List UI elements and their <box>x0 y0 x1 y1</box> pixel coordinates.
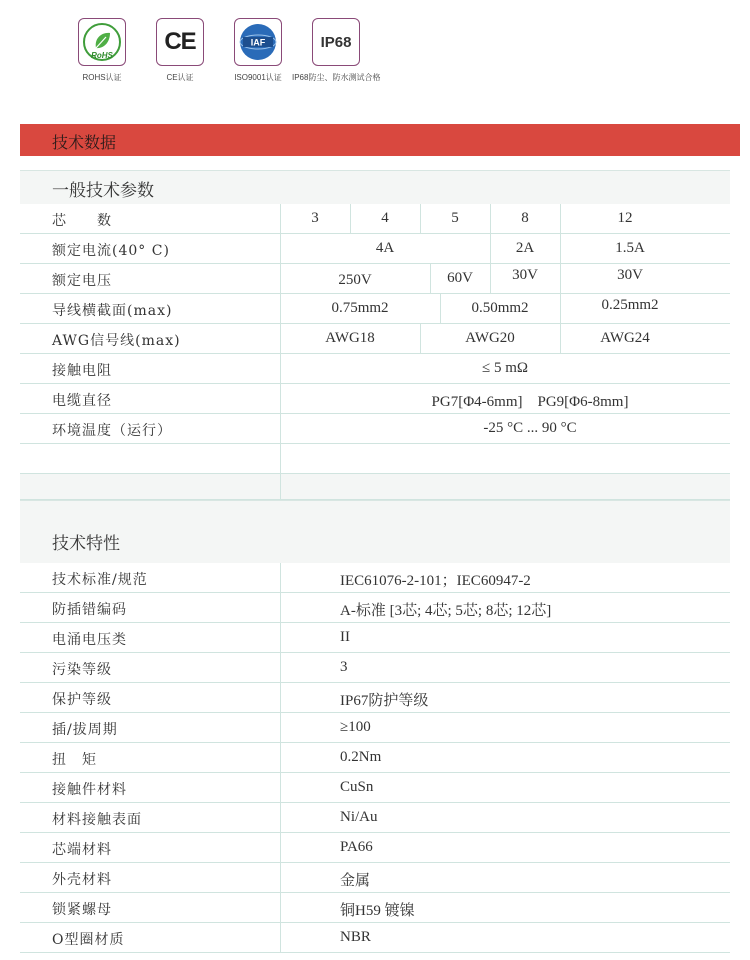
cell-value: II <box>340 629 350 645</box>
cell-value: 1.5A <box>615 240 645 256</box>
table-row-voltage: 额定电压 250V 60V 30V 30V <box>20 264 730 294</box>
cell-value: 8 <box>521 210 529 226</box>
cell-value: 0.50mm2 <box>471 300 529 316</box>
table-row-cross-section: 导线横截面(max) 0.75mm2 0.50mm2 0.25mm2 <box>20 294 730 324</box>
cell-value: Ni/Au <box>340 809 378 825</box>
table-row-cable-diameter: 电缆直径 PG7[Φ4-6mm] PG9[Φ6-8mm] <box>20 384 730 414</box>
rohs-cert <box>72 18 132 83</box>
cell-value: 12 <box>617 210 633 226</box>
cell-value: AWG18 <box>325 330 375 346</box>
cell-value: 铜H59 镀镍 <box>340 903 415 919</box>
table-row-cores: 芯 数 3 4 5 8 12 <box>20 204 730 234</box>
section-title: 技术数据 <box>52 133 117 152</box>
cell-value: AWG20 <box>465 330 515 346</box>
table-row: 扭 矩 0.2Nm <box>20 743 730 773</box>
cell-value: 30V <box>512 267 538 283</box>
table-row-current: 额定电流(40° C) 4A 2A 1.5A <box>20 234 730 264</box>
cell-value: 250V <box>338 272 372 288</box>
cert-caption: ROHS认证 <box>82 73 122 82</box>
table-row: 技术标准/规范 IEC61076-2-101；IEC60947-2 <box>20 563 730 593</box>
table-row: 锁紧螺母 铜H59 镀镍 <box>20 893 730 923</box>
cell-value: NBR <box>340 929 371 945</box>
cert-caption: CE认证 <box>166 73 194 82</box>
cell-value: 金属 <box>340 873 371 889</box>
iaf-cert <box>228 18 288 83</box>
certification-badges <box>70 18 410 88</box>
cert-caption: IP68防尘、防水测试合格 <box>292 73 381 82</box>
table-row: 插/拔周期 ≥100 <box>20 713 730 743</box>
cell-value: PA66 <box>340 839 373 855</box>
ce-icon: CE <box>156 18 204 66</box>
cell-value: 2A <box>515 240 535 256</box>
svg-text:RoHS: RoHS <box>91 51 113 60</box>
ip68-cert <box>292 18 381 83</box>
cell-value: AWG24 <box>600 330 650 346</box>
section-title-bar <box>20 124 740 156</box>
cell-value: 4 <box>381 210 389 226</box>
cell-value: 60V <box>447 270 473 286</box>
table-row: 电涌电压类 II <box>20 623 730 653</box>
table-row: 材料接触表面 Ni/Au <box>20 803 730 833</box>
table-row: O型圈材质 NBR <box>20 923 730 953</box>
table-row-empty <box>20 444 730 474</box>
ip68-icon: IP68 <box>312 18 360 66</box>
characteristics-heading: 技术特性 <box>20 500 730 563</box>
cell-value: 5 <box>451 210 459 226</box>
cell-value: 3 <box>340 659 348 675</box>
table-row-temperature: 环境温度（运行） -25 °C ... 90 °C <box>20 414 730 444</box>
table-row-empty <box>20 474 730 500</box>
cell-value: 3 <box>311 210 319 226</box>
table-row: 芯端材料 PA66 <box>20 833 730 863</box>
rohs-icon <box>78 18 126 66</box>
table-row: 防插错编码 A-标准 [3芯; 4芯; 5芯; 8芯; 12芯] <box>20 593 730 623</box>
cell-value: ≥100 <box>340 719 371 735</box>
cell-value: 0.2Nm <box>340 749 382 765</box>
table-row: 外壳材料 金属 <box>20 863 730 893</box>
table-row-awg: AWG信号线(max) AWG18 AWG20 AWG24 <box>20 324 730 354</box>
cell-value: A-标准 [3芯; 4芯; 5芯; 8芯; 12芯] <box>340 603 552 619</box>
table-row: 保护等级 IP67防护等级 <box>20 683 730 713</box>
cell-value: IEC61076-2-101；IEC60947-2 <box>340 573 531 589</box>
cell-value: 4A <box>375 240 395 256</box>
iaf-icon <box>234 18 282 66</box>
cell-value: ≤ 5 mΩ <box>481 360 529 376</box>
svg-text:IAF: IAF <box>250 37 266 48</box>
table-row: 污染等级 3 <box>20 653 730 683</box>
cell-value: -25 °C ... 90 °C <box>483 420 577 436</box>
cell-value: IP67防护等级 <box>340 693 429 709</box>
general-params-heading: 一般技术参数 <box>20 170 730 204</box>
table-row-contact-resistance: 接触电阻 ≤ 5 mΩ <box>20 354 730 384</box>
ce-cert <box>150 18 210 83</box>
cell-value: 0.25mm2 <box>601 297 659 313</box>
cell-value: CuSn <box>340 779 374 795</box>
cell-value: 0.75mm2 <box>331 300 389 316</box>
cell-value: 30V <box>617 267 643 283</box>
table-row: 接触件材料 CuSn <box>20 773 730 803</box>
cert-caption: ISO9001认证 <box>234 73 282 82</box>
cell-value: PG7[Φ4-6mm] PG9[Φ6-8mm] <box>431 394 629 410</box>
